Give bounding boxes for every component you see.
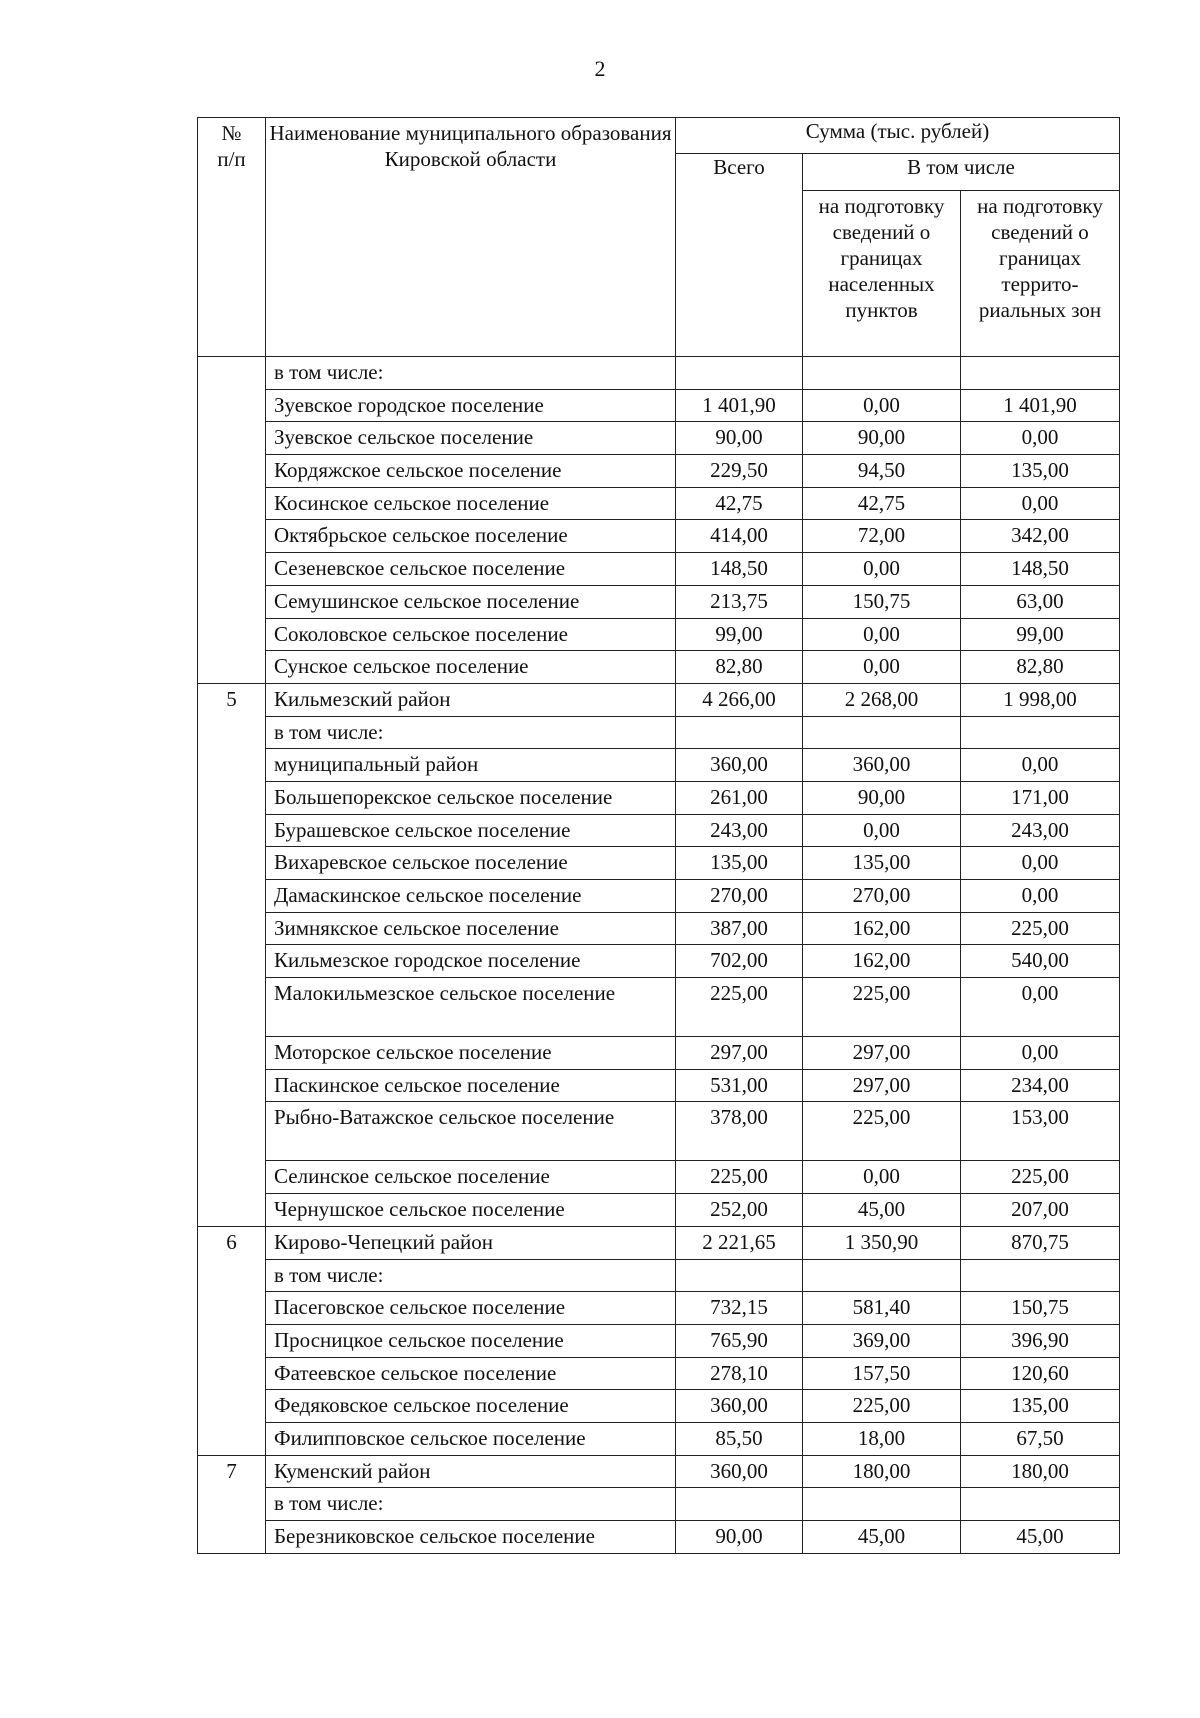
total-cell: 278,10 <box>676 1357 803 1390</box>
zones-cell: 0,00 <box>961 847 1120 880</box>
total-cell: 360,00 <box>676 749 803 782</box>
header-municipality-name: Наименование муниципального образования Кировской области <box>266 118 676 357</box>
table-row <box>198 1292 1120 1325</box>
zones-cell: 82,80 <box>961 651 1120 684</box>
zones-cell: 135,00 <box>961 455 1120 488</box>
zones-cell: 180,00 <box>961 1455 1120 1488</box>
settlements-cell <box>803 357 961 390</box>
total-cell: 82,80 <box>676 651 803 684</box>
zones-cell: 171,00 <box>961 781 1120 814</box>
settlements-cell: 135,00 <box>803 847 961 880</box>
table-row <box>198 1102 1120 1161</box>
municipality-name-cell: в том числе: <box>266 716 676 749</box>
total-cell: 252,00 <box>676 1194 803 1227</box>
table-row <box>198 814 1120 847</box>
zones-cell: 0,00 <box>961 487 1120 520</box>
table-row <box>198 912 1120 945</box>
table-row <box>198 1455 1120 1488</box>
row-number-cell <box>198 357 266 684</box>
total-cell: 148,50 <box>676 553 803 586</box>
zones-cell: 1 998,00 <box>961 683 1120 716</box>
zones-cell: 0,00 <box>961 978 1120 1037</box>
zones-cell <box>961 357 1120 390</box>
table-row <box>198 1488 1120 1521</box>
total-cell: 42,75 <box>676 487 803 520</box>
page-number: 2 <box>594 56 606 81</box>
settlements-cell: 2 268,00 <box>803 683 961 716</box>
zones-cell: 540,00 <box>961 945 1120 978</box>
zones-cell: 148,50 <box>961 553 1120 586</box>
total-cell: 90,00 <box>676 422 803 455</box>
table-row <box>198 1422 1120 1455</box>
municipality-name-cell: Селинское сельское поселение <box>266 1161 676 1194</box>
zones-cell: 396,90 <box>961 1324 1120 1357</box>
settlements-cell: 90,00 <box>803 422 961 455</box>
settlements-cell: 0,00 <box>803 618 961 651</box>
municipality-name-cell: Зимнякское сельское поселение <box>266 912 676 945</box>
table-row <box>198 945 1120 978</box>
total-cell: 229,50 <box>676 455 803 488</box>
municipality-name-cell: Зуевское городское поселение <box>266 389 676 422</box>
municipality-name-cell: Семушинское сельское поселение <box>266 585 676 618</box>
zones-cell: 0,00 <box>961 880 1120 913</box>
municipality-name-cell: Кирово-Чепецкий район <box>266 1226 676 1259</box>
municipality-name-cell: Кордяжское сельское поселение <box>266 455 676 488</box>
total-cell: 225,00 <box>676 1161 803 1194</box>
municipality-name-cell: в том числе: <box>266 1488 676 1521</box>
table-row <box>198 389 1120 422</box>
settlements-cell: 45,00 <box>803 1194 961 1227</box>
settlements-cell: 162,00 <box>803 912 961 945</box>
zones-cell: 234,00 <box>961 1069 1120 1102</box>
settlements-cell <box>803 1488 961 1521</box>
zones-cell: 120,60 <box>961 1357 1120 1390</box>
settlements-cell: 42,75 <box>803 487 961 520</box>
zones-cell: 135,00 <box>961 1390 1120 1423</box>
settlements-cell: 90,00 <box>803 781 961 814</box>
municipality-name-cell: Фатеевское сельское поселение <box>266 1357 676 1390</box>
table-row <box>198 1521 1120 1554</box>
municipality-name-cell: Куменский район <box>266 1455 676 1488</box>
settlements-cell <box>803 716 961 749</box>
total-cell: 4 266,00 <box>676 683 803 716</box>
total-cell: 732,15 <box>676 1292 803 1325</box>
total-cell: 378,00 <box>676 1102 803 1161</box>
zones-cell: 67,50 <box>961 1422 1120 1455</box>
table-row <box>198 1069 1120 1102</box>
header-sum: Сумма (тыс. рублей) <box>676 118 1120 154</box>
total-cell <box>676 1259 803 1292</box>
table-row <box>198 422 1120 455</box>
table-row <box>198 553 1120 586</box>
table-row <box>198 749 1120 782</box>
settlements-cell: 94,50 <box>803 455 961 488</box>
table-row <box>198 1194 1120 1227</box>
total-cell: 387,00 <box>676 912 803 945</box>
zones-cell <box>961 1259 1120 1292</box>
table-row <box>198 716 1120 749</box>
zones-cell: 207,00 <box>961 1194 1120 1227</box>
row-number-cell: 7 <box>198 1455 266 1553</box>
municipality-name-cell: Паскинское сельское поселение <box>266 1069 676 1102</box>
total-cell: 213,75 <box>676 585 803 618</box>
zones-cell: 1 401,90 <box>961 389 1120 422</box>
municipality-name-cell: Пасеговское сельское поселение <box>266 1292 676 1325</box>
municipality-name-cell: Малокильмезское сельское поселение <box>266 978 676 1037</box>
table-row <box>198 880 1120 913</box>
municipality-name-cell: Федяковское сельское поселение <box>266 1390 676 1423</box>
municipality-name-cell: Косинское сельское поселение <box>266 487 676 520</box>
total-cell: 99,00 <box>676 618 803 651</box>
zones-cell: 153,00 <box>961 1102 1120 1161</box>
zones-cell: 225,00 <box>961 1161 1120 1194</box>
allocation-table <box>197 117 1120 1554</box>
settlements-cell: 0,00 <box>803 389 961 422</box>
table-row <box>198 847 1120 880</box>
table-row <box>198 1161 1120 1194</box>
header-number: № п/п <box>198 118 266 357</box>
municipality-name-cell: Березниковское сельское поселение <box>266 1521 676 1554</box>
table-row <box>198 1357 1120 1390</box>
municipality-name-cell: Просницкое сельское поселение <box>266 1324 676 1357</box>
municipality-name-cell: Дамаскинское сельское поселение <box>266 880 676 913</box>
header-total: Всего <box>676 154 803 357</box>
settlements-cell: 297,00 <box>803 1037 961 1070</box>
municipality-name-cell: Рыбно-Ватажское сельское поселение <box>266 1102 676 1161</box>
header-settlements: на подготовку сведений о границах населенных пунктов <box>803 191 961 357</box>
table-row <box>198 1037 1120 1070</box>
total-cell: 135,00 <box>676 847 803 880</box>
municipality-name-cell: Октябрьское сельское поселение <box>266 520 676 553</box>
settlements-cell: 72,00 <box>803 520 961 553</box>
header-zones: на подготовку сведений о границах террито-риальных зон <box>961 191 1120 357</box>
total-cell: 243,00 <box>676 814 803 847</box>
settlements-cell: 157,50 <box>803 1357 961 1390</box>
total-cell <box>676 357 803 390</box>
municipality-name-cell: Кильмезский район <box>266 683 676 716</box>
table-row <box>198 585 1120 618</box>
total-cell: 765,90 <box>676 1324 803 1357</box>
municipality-name-cell: в том числе: <box>266 1259 676 1292</box>
table-row <box>198 618 1120 651</box>
total-cell: 270,00 <box>676 880 803 913</box>
settlements-cell: 180,00 <box>803 1455 961 1488</box>
total-cell: 85,50 <box>676 1422 803 1455</box>
row-number-cell: 6 <box>198 1226 266 1455</box>
municipality-name-cell: Сунское сельское поселение <box>266 651 676 684</box>
zones-cell <box>961 1488 1120 1521</box>
municipality-name-cell: Сезеневское сельское поселение <box>266 553 676 586</box>
total-cell: 414,00 <box>676 520 803 553</box>
total-cell: 90,00 <box>676 1521 803 1554</box>
table-body <box>198 357 1120 1554</box>
table-row <box>198 357 1120 390</box>
settlements-cell: 225,00 <box>803 1390 961 1423</box>
zones-cell <box>961 716 1120 749</box>
settlements-cell: 162,00 <box>803 945 961 978</box>
total-cell: 360,00 <box>676 1455 803 1488</box>
municipality-name-cell: Зуевское сельское поселение <box>266 422 676 455</box>
total-cell: 261,00 <box>676 781 803 814</box>
zones-cell: 0,00 <box>961 1037 1120 1070</box>
total-cell: 1 401,90 <box>676 389 803 422</box>
settlements-cell: 0,00 <box>803 553 961 586</box>
settlements-cell: 0,00 <box>803 814 961 847</box>
municipality-name-cell: Филипповское сельское поселение <box>266 1422 676 1455</box>
total-cell: 2 221,65 <box>676 1226 803 1259</box>
settlements-cell: 297,00 <box>803 1069 961 1102</box>
table-row <box>198 455 1120 488</box>
total-cell: 531,00 <box>676 1069 803 1102</box>
municipality-name-cell: Большепорекское сельское поселение <box>266 781 676 814</box>
settlements-cell: 225,00 <box>803 1102 961 1161</box>
table-row <box>198 1324 1120 1357</box>
zones-cell: 150,75 <box>961 1292 1120 1325</box>
total-cell <box>676 716 803 749</box>
zones-cell: 225,00 <box>961 912 1120 945</box>
table-row <box>198 1390 1120 1423</box>
settlements-cell: 369,00 <box>803 1324 961 1357</box>
municipality-name-cell: Чернушское сельское поселение <box>266 1194 676 1227</box>
municipality-name-cell: Вихаревское сельское поселение <box>266 847 676 880</box>
settlements-cell: 45,00 <box>803 1521 961 1554</box>
table-row <box>198 683 1120 716</box>
table-row <box>198 978 1120 1037</box>
settlements-cell: 0,00 <box>803 1161 961 1194</box>
zones-cell: 45,00 <box>961 1521 1120 1554</box>
table-row <box>198 487 1120 520</box>
settlements-cell: 18,00 <box>803 1422 961 1455</box>
row-number-cell: 5 <box>198 683 266 1226</box>
municipality-name-cell: в том числе: <box>266 357 676 390</box>
table-row <box>198 1226 1120 1259</box>
settlements-cell: 270,00 <box>803 880 961 913</box>
settlements-cell: 150,75 <box>803 585 961 618</box>
municipality-name-cell: Бурашевское сельское поселение <box>266 814 676 847</box>
zones-cell: 870,75 <box>961 1226 1120 1259</box>
total-cell: 360,00 <box>676 1390 803 1423</box>
municipality-name-cell: Моторское сельское поселение <box>266 1037 676 1070</box>
table-row <box>198 520 1120 553</box>
header-including: В том числе <box>803 154 1120 191</box>
municipality-name-cell: муниципальный район <box>266 749 676 782</box>
zones-cell: 63,00 <box>961 585 1120 618</box>
settlements-cell: 581,40 <box>803 1292 961 1325</box>
settlements-cell: 360,00 <box>803 749 961 782</box>
zones-cell: 99,00 <box>961 618 1120 651</box>
table-row <box>198 651 1120 684</box>
municipality-name-cell: Кильмезское городское поселение <box>266 945 676 978</box>
zones-cell: 342,00 <box>961 520 1120 553</box>
zones-cell: 0,00 <box>961 749 1120 782</box>
settlements-cell: 1 350,90 <box>803 1226 961 1259</box>
table-row <box>198 781 1120 814</box>
total-cell: 702,00 <box>676 945 803 978</box>
zones-cell: 243,00 <box>961 814 1120 847</box>
zones-cell: 0,00 <box>961 422 1120 455</box>
total-cell: 225,00 <box>676 978 803 1037</box>
municipality-name-cell: Соколовское сельское поселение <box>266 618 676 651</box>
settlements-cell: 0,00 <box>803 651 961 684</box>
settlements-cell <box>803 1259 961 1292</box>
total-cell <box>676 1488 803 1521</box>
total-cell: 297,00 <box>676 1037 803 1070</box>
settlements-cell: 225,00 <box>803 978 961 1037</box>
table-row <box>198 1259 1120 1292</box>
